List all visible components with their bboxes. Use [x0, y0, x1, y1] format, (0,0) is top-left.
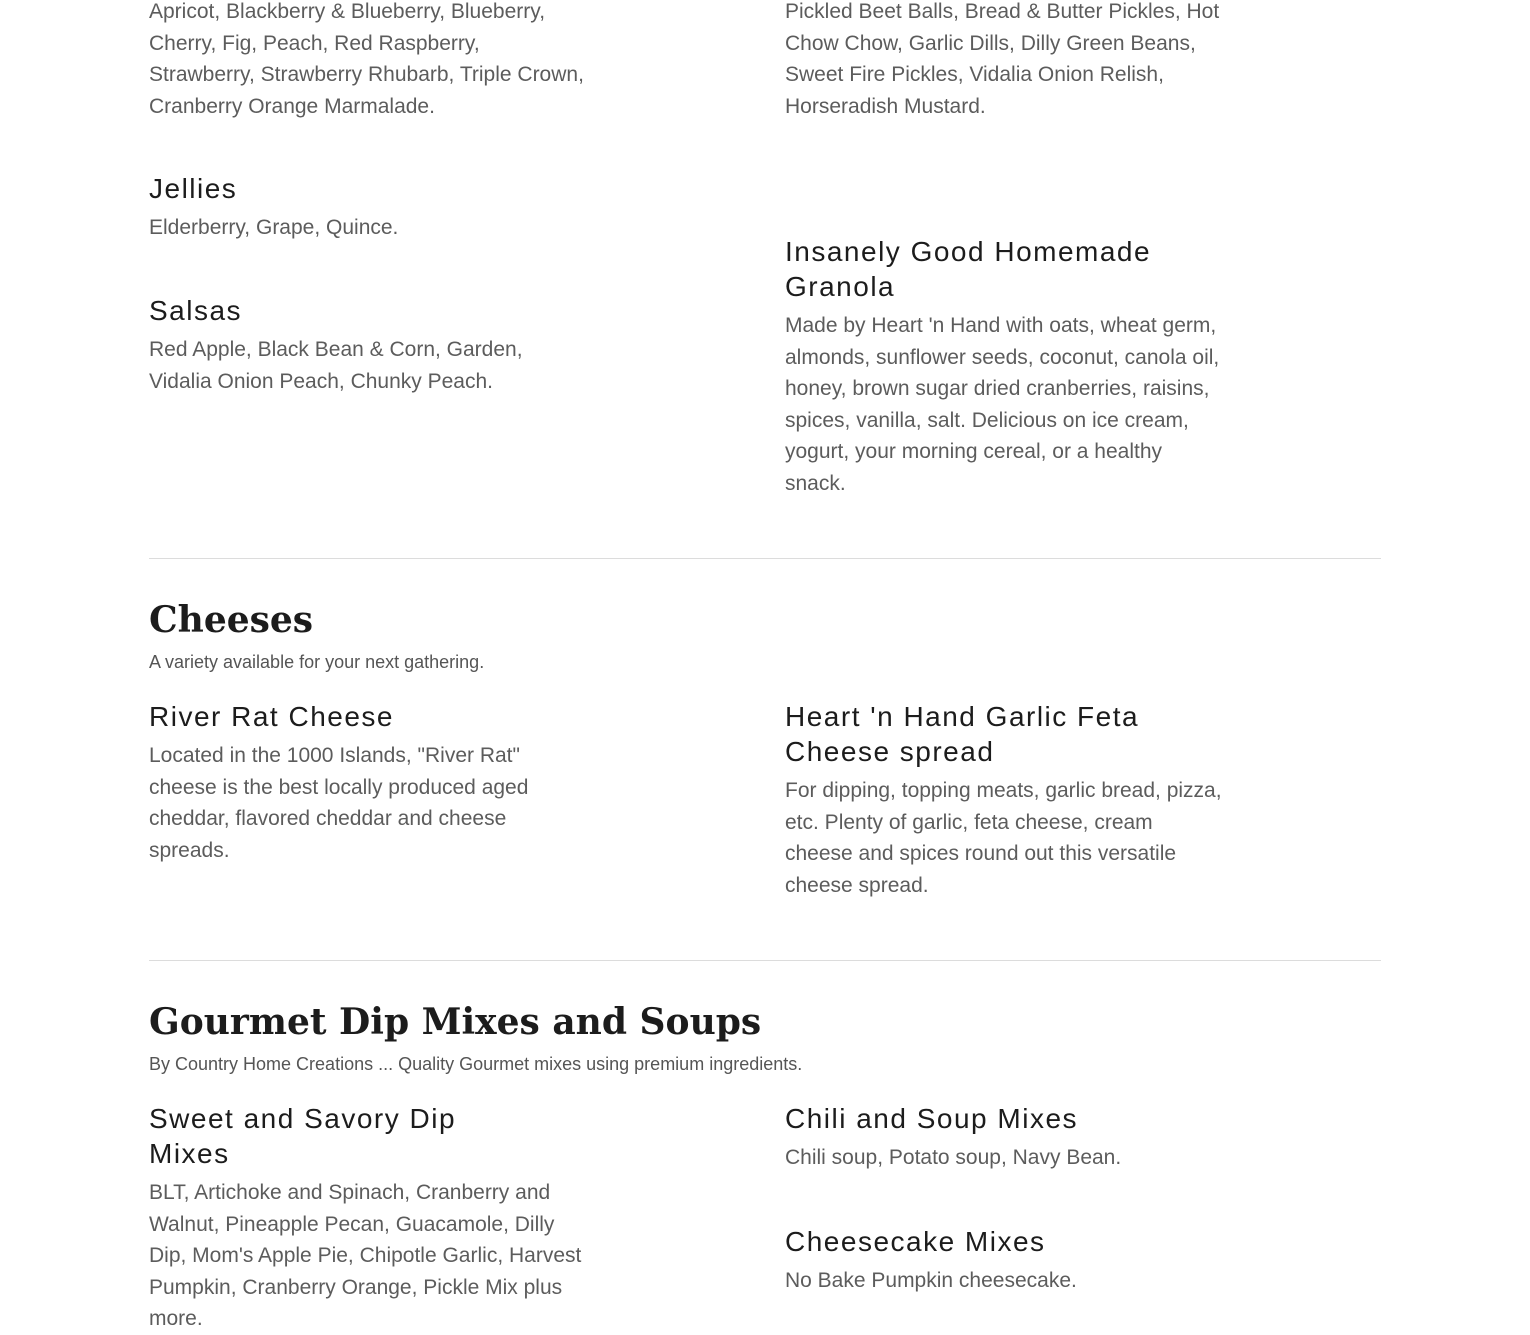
jams-item [149, 0, 589, 122]
granola-title: Insanely Good Homemade Granola [785, 236, 1152, 302]
river-rat-description: Located in the 1000 Islands, "River Rat" cheese is the best locally produced aged cheddar, flavored cheddar and cheese spreads. [149, 744, 529, 862]
garlic-feta-description: For dipping, topping meats, garlic bread, pizza, etc. Plenty of garlic, feta cheese, cream cheese and spices round out this versatile cheese spread. [785, 779, 1222, 897]
sweet-savory-item [149, 1101, 589, 1335]
salsas-title: Salsas [149, 295, 243, 326]
cheesecake-item [785, 1224, 1225, 1297]
chili-soup-title: Chili and Soup Mixes [785, 1103, 1079, 1134]
jellies-title: Jellies [149, 173, 238, 204]
garlic-feta-title: Heart 'n Hand Garlic Feta Cheese spread [785, 701, 1140, 767]
granola-description: Made by Heart 'n Hand with oats, wheat germ, almonds, sunflower seeds, coconut, canola oil, honey, brown sugar dried cranberries, raisins, spices, vanilla, salt. Delicious on ice cream, yogurt, your morning cereal, or a healthy snack. [785, 314, 1220, 495]
jellies-item [149, 171, 589, 244]
pickles-description: Pickled Beet Balls, Bread & Butter Pickles, Hot Chow Chow, Garlic Dills, Dilly Green Beans, Sweet Fire Pickles, Vidalia Onion Relish, Horseradish Mustard. [785, 0, 1220, 118]
garlic-feta-item [785, 699, 1225, 901]
granola-item [785, 234, 1225, 499]
river-rat-title: River Rat Cheese [149, 701, 394, 732]
river-rat-item [149, 699, 544, 866]
cheeses-section-title: Cheeses [149, 599, 314, 641]
pickles-item [785, 0, 1225, 122]
section-divider [149, 960, 1381, 961]
salsas-item [149, 293, 549, 397]
section-divider [149, 558, 1381, 559]
chili-soup-description: Chili soup, Potato soup, Navy Bean. [785, 1146, 1122, 1169]
sweet-savory-description: BLT, Artichoke and Spinach, Cranberry and Walnut, Pineapple Pecan, Guacamole, Dilly Dip, Mom's Apple Pie, Chipotle Garlic, Harvest Pumpkin, Cranberry Orange, Pickle Mix plus more. [149, 1181, 582, 1330]
cheesecake-description: No Bake Pumpkin cheesecake. [785, 1269, 1077, 1292]
chili-soup-item [785, 1101, 1225, 1174]
cheesecake-title: Cheesecake Mixes [785, 1226, 1046, 1257]
salsas-description: Red Apple, Black Bean & Corn, Garden, Vidalia Onion Peach, Chunky Peach. [149, 338, 523, 393]
dips-section-title: Gourmet Dip Mixes and Soups [149, 1001, 762, 1043]
cheeses-section-subtitle: A variety available for your next gathering. [149, 652, 485, 672]
dips-section-subtitle: By Country Home Creations ... Quality Gourmet mixes using premium ingredients. [149, 1054, 803, 1074]
sweet-savory-title: Sweet and Savory Dip Mixes [149, 1103, 457, 1169]
jellies-description: Elderberry, Grape, Quince. [149, 216, 399, 239]
jams-description: Apricot, Blackberry & Blueberry, Blueberry, Cherry, Fig, Peach, Red Raspberry, Strawberry, Strawberry Rhubarb, Triple Crown, Cranberry Orange Marmalade. [149, 0, 584, 118]
